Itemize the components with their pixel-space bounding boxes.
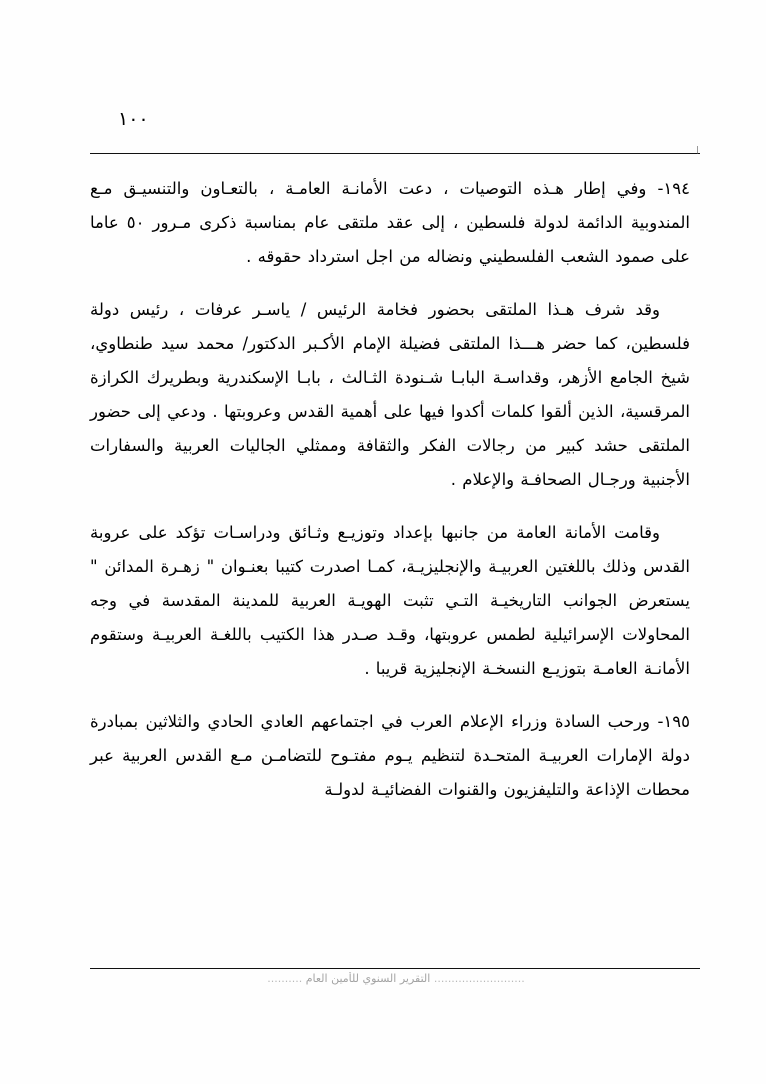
footer-dots-right: .......................... bbox=[433, 972, 525, 985]
paragraph-2: وقد شرف هـذا الملتقى بحضور فخامة الرئيس / ياسـر عرفات ، رئيس دولة فلسطين، كما حضر هـــذا الملتقى فضيلة الإمام الأكـبر الدكتور/ محمد سيد طنطاوي، شيخ الجامع الأزهر، وقداسـة البابـا شـنودة الثـالث ، بابـا الإسكندرية وبطريرك الكرازة المرقسية، الذين ألقوا كلمات أكدوا فيها على أهمية القدس وعروبتها . ودعي إلى حضور الملتقى حشد كبير من رجالات الفكر والثقافة وممثلي الجاليات العربية والسفارات الأجنبية ورجـال الصحافـة والإعلام . bbox=[90, 300, 690, 489]
footer-text bbox=[96, 972, 696, 994]
footer-center-text: التقرير السنوي للأمين العام bbox=[305, 972, 431, 985]
header-divider bbox=[90, 153, 700, 154]
page-number: ١٠٠ bbox=[118, 108, 149, 130]
paragraph-item-194: ١٩٤- وفي إطار هـذه التوصيات ، دعت الأمانـة العامـة ، بالتعـاون والتنسيـق مـع المندوبية الدائمة لدولة فلسطين ، إلى عقد ملتقى عام بمناسبة ذكرى مـرور ٥٠ عاما على صمود الشعب الفلسطيني ونضاله من اجل استرداد حقوقه . bbox=[90, 179, 690, 266]
footer-dots-left: .......... bbox=[267, 972, 303, 985]
footer-divider bbox=[90, 968, 700, 969]
document-body bbox=[90, 172, 690, 807]
paragraph-item-195: ١٩٥- ورحب السادة وزراء الإعلام العرب في اجتماعهم العادي الحادي والثلاثين بمبادرة دولة الإمارات العربيـة المتحـدة لتنظيم يـوم مفتـوح للتضامـن مـع القدس العربية عبر محطات الإذاعة والتليفزيون والقنوات الفضائيـة لدولـة bbox=[90, 712, 690, 799]
paragraph-3: وقامت الأمانة العامة من جانبها بإعداد وتوزيـع وثـائق ودراسـات تؤكد على عروبة القدس وذلك باللغتين العربيـة والإنجليزيـة، كمـا اصدرت كتيبا بعنـوان " زهـرة المدائن " يستعرض الجوانب التاريخيـة التـي تثبت الهويـة العربية للمدينة المقدسة في وجه المحاولات الإسرائيلية لطمس عروبتها، وقـد صـدر هذا الكتيب باللغـة العربيـة وستقوم الأمانـة العامـة بتوزيـع النسخـة الإنجليزية قريبا . bbox=[90, 523, 690, 678]
page-edge-tick bbox=[697, 146, 698, 154]
